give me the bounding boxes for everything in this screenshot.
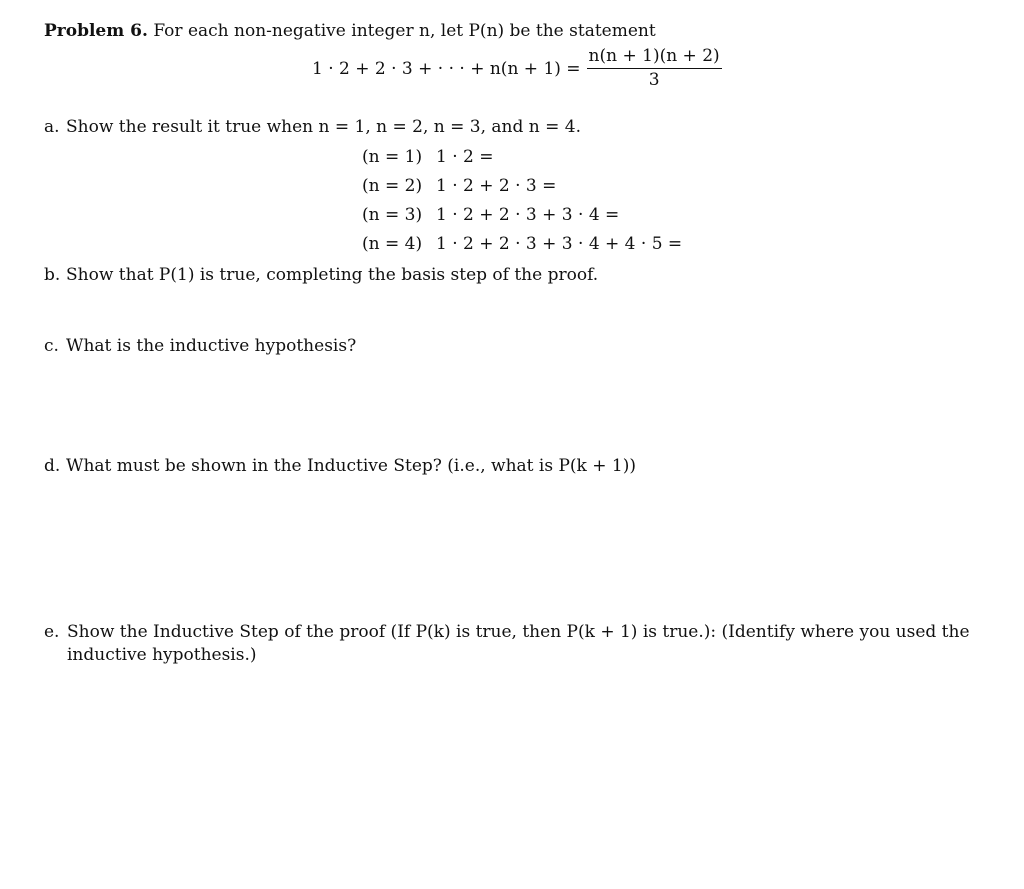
case-label: (n = 4) xyxy=(362,234,423,254)
fraction-denominator: 3 xyxy=(648,70,660,90)
part-b-marker: b. xyxy=(44,265,61,285)
case-expression: 1 · 2 + 2 · 3 = xyxy=(436,176,557,196)
part-e-marker: e. xyxy=(44,622,60,642)
part-e xyxy=(44,621,997,667)
problem-statement: For each non-negative integer n, let P(n) be the statement xyxy=(153,21,656,41)
fraction-numerator: n(n + 1)(n + 2) xyxy=(587,46,722,69)
case-expression: 1 · 2 + 2 · 3 + 3 · 4 = xyxy=(436,205,620,225)
problem-header xyxy=(44,20,656,42)
problem-label: Problem 6. xyxy=(44,21,148,41)
case-label: (n = 1) xyxy=(362,147,423,167)
cases-table xyxy=(362,146,682,255)
part-c xyxy=(44,335,984,357)
equation-fraction xyxy=(587,46,722,91)
case-label: (n = 3) xyxy=(362,205,423,225)
equation-lhs: 1 · 2 + 2 · 3 + · · · + n(n + 1) = xyxy=(312,58,581,79)
part-d-marker: d. xyxy=(44,456,61,476)
case-label: (n = 2) xyxy=(362,176,423,196)
case-expression: 1 · 2 = xyxy=(436,147,494,167)
part-d xyxy=(44,455,984,477)
part-d-text: What must be shown in the Inductive Step? (i.e., what is P(k + 1)) xyxy=(66,456,636,476)
part-a-marker: a. xyxy=(44,117,60,137)
part-c-text: What is the inductive hypothesis? xyxy=(66,336,357,356)
part-c-marker: c. xyxy=(44,336,59,356)
part-b-text: Show that P(1) is true, completing the basis step of the proof. xyxy=(66,265,599,285)
part-a xyxy=(44,116,984,138)
main-equation xyxy=(312,46,722,91)
case-expression: 1 · 2 + 2 · 3 + 3 · 4 + 4 · 5 = xyxy=(436,234,683,254)
part-a-text: Show the result it true when n = 1, n = 2, n = 3, and n = 4. xyxy=(66,117,581,137)
part-b xyxy=(44,264,984,286)
part-e-text: Show the Inductive Step of the proof (If P(k) is true, then P(k + 1) is true.): (Identify where you used the inductive hypothesis.) xyxy=(67,622,970,665)
